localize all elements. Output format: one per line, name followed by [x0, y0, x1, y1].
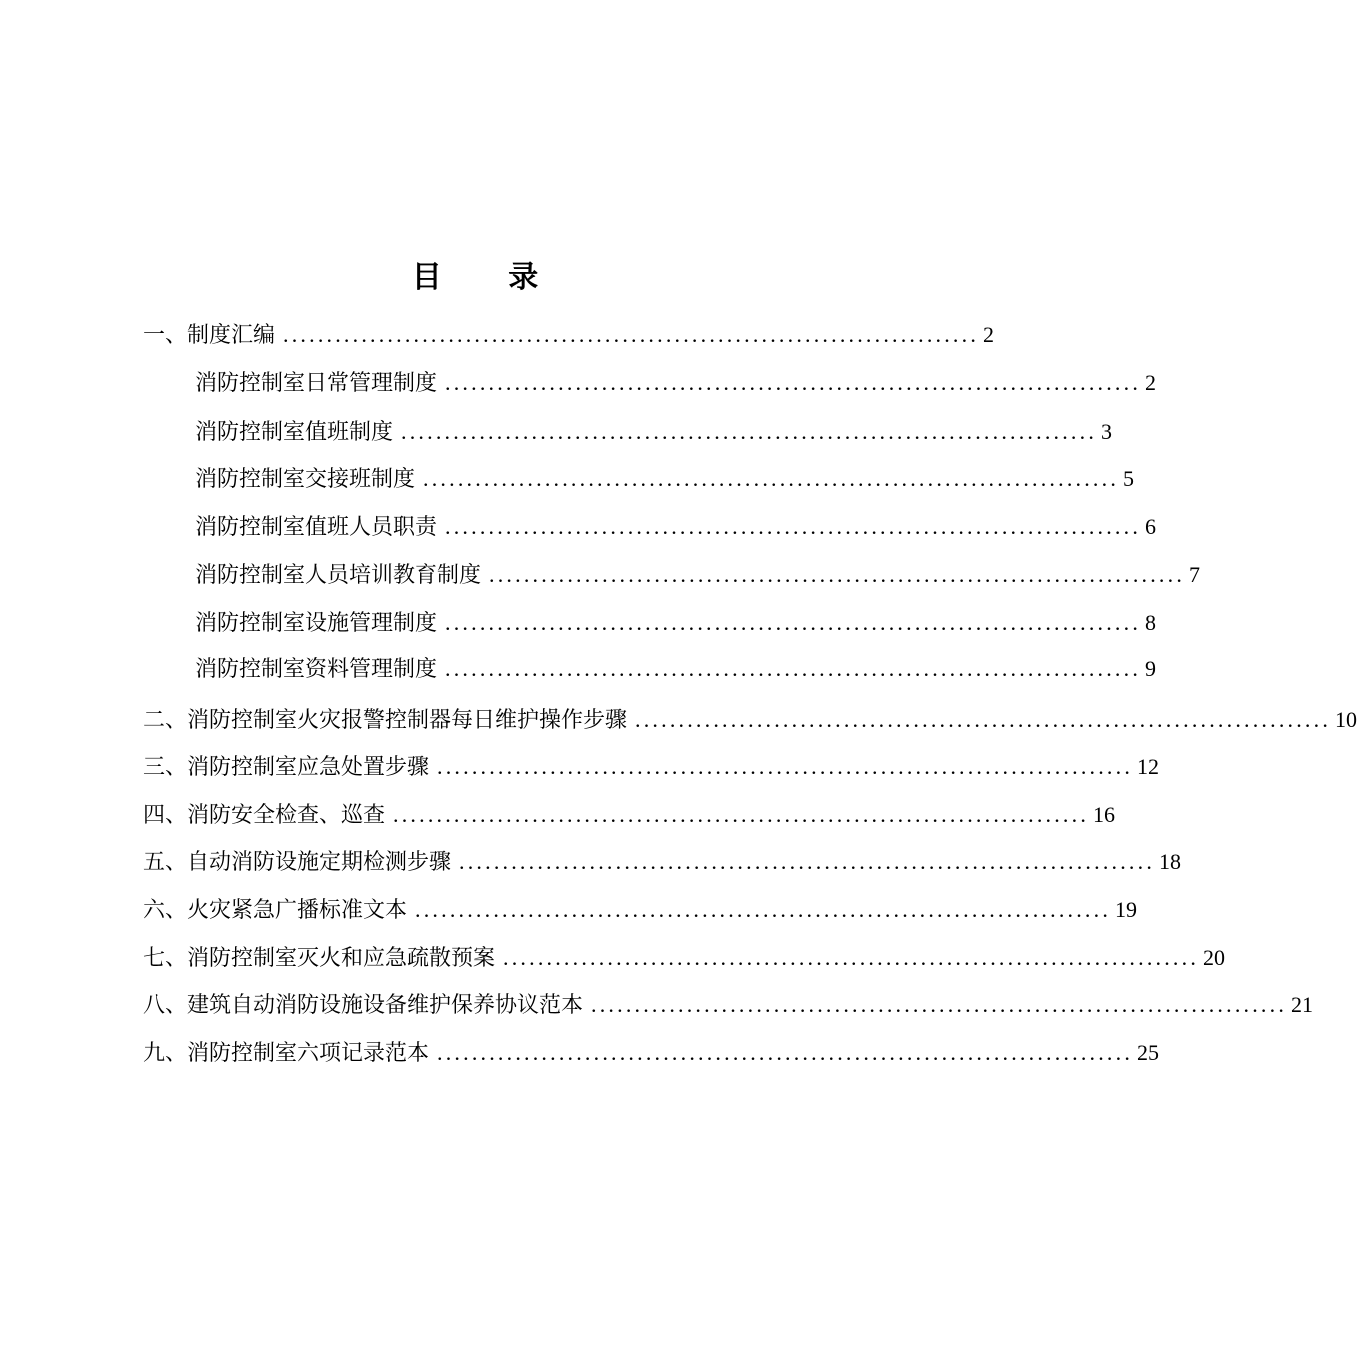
dot-leader: ................................................................................: [445, 656, 1142, 681]
dot-leader: ................................................................................: [415, 897, 1112, 922]
toc-entry[interactable]: [143, 990, 1314, 1020]
toc-entry[interactable]: [195, 608, 1157, 638]
toc-entry[interactable]: [143, 752, 1160, 782]
toc-entry-page: 18: [1159, 849, 1182, 874]
toc-entry-label: 二、消防控制室火灾报警控制器每日维护操作步骤: [143, 708, 628, 733]
toc-entry[interactable]: [195, 417, 1113, 447]
dot-leader: ................................................................................: [423, 466, 1120, 491]
toc-entry[interactable]: [195, 464, 1135, 494]
toc-entry-label: 一、制度汇编: [143, 323, 276, 348]
toc-entry-label: 消防控制室资料管理制度: [195, 657, 438, 682]
toc-entry-page: 21: [1291, 992, 1314, 1017]
dot-leader: ................................................................................: [591, 992, 1288, 1017]
dot-leader: ................................................................................: [401, 419, 1098, 444]
toc-entry[interactable]: [195, 560, 1201, 590]
toc-entry-page: 16: [1093, 802, 1116, 827]
toc-entry-page: 2: [983, 322, 995, 347]
dot-leader: ................................................................................: [445, 514, 1142, 539]
dot-leader: ................................................................................: [635, 707, 1332, 732]
dot-leader: ................................................................................: [459, 849, 1156, 874]
toc-entry-label: 消防控制室值班制度: [195, 420, 394, 445]
toc-entry-page: 19: [1115, 897, 1138, 922]
toc-entry-label: 八、建筑自动消防设施设备维护保养协议范本: [143, 993, 584, 1018]
dot-leader: ................................................................................: [489, 562, 1186, 587]
toc-entry-label: 九、消防控制室六项记录范本: [143, 1041, 430, 1066]
toc-entry-page: 8: [1145, 610, 1157, 635]
toc-entry-page: 9: [1145, 656, 1157, 681]
toc-entry-page: 12: [1137, 754, 1160, 779]
toc-entry[interactable]: [143, 1038, 1160, 1068]
toc-entry-page: 20: [1203, 945, 1226, 970]
toc-entry-label: 消防控制室设施管理制度: [195, 611, 438, 636]
toc-entry[interactable]: [143, 895, 1138, 925]
toc-entry-label: 六、火灾紧急广播标准文本: [143, 898, 408, 923]
toc-entry[interactable]: [143, 943, 1226, 973]
toc-entry-page: 25: [1137, 1040, 1160, 1065]
toc-entry-page: 7: [1189, 562, 1201, 587]
dot-leader: ................................................................................: [503, 945, 1200, 970]
dot-leader: ................................................................................: [437, 1040, 1134, 1065]
toc-entry[interactable]: [143, 800, 1116, 830]
toc-entry-page: 6: [1145, 514, 1157, 539]
toc-entry-label: 七、消防控制室灭火和应急疏散预案: [143, 946, 496, 971]
toc-entry[interactable]: [143, 705, 1357, 735]
toc-entry-page: 5: [1123, 466, 1135, 491]
toc-entry-page: 10: [1335, 707, 1357, 732]
dot-leader: ................................................................................: [393, 802, 1090, 827]
dot-leader: ................................................................................: [445, 610, 1142, 635]
toc-entry[interactable]: [195, 512, 1157, 542]
dot-leader: ................................................................................: [445, 370, 1142, 395]
toc-entry-label: 消防控制室人员培训教育制度: [195, 563, 482, 588]
toc-entry[interactable]: [195, 654, 1157, 684]
toc-entry-label: 消防控制室日常管理制度: [195, 371, 438, 396]
toc-entry[interactable]: [143, 847, 1182, 877]
toc-entry-label: 消防控制室值班人员职责: [195, 515, 438, 540]
dot-leader: ................................................................................: [437, 754, 1134, 779]
toc-entry-label: 消防控制室交接班制度: [195, 467, 416, 492]
toc-entry-page: 2: [1145, 370, 1157, 395]
page-title: 目 录: [411, 260, 567, 295]
dot-leader: ................................................................................: [283, 322, 980, 347]
toc-entry-page: 3: [1101, 419, 1113, 444]
toc-entry[interactable]: [143, 320, 995, 350]
toc-entry[interactable]: [195, 368, 1157, 398]
toc-entry-label: 四、消防安全检查、巡查: [143, 803, 386, 828]
toc-entry-label: 三、消防控制室应急处置步骤: [143, 755, 430, 780]
toc-entry-label: 五、自动消防设施定期检测步骤: [143, 850, 452, 875]
